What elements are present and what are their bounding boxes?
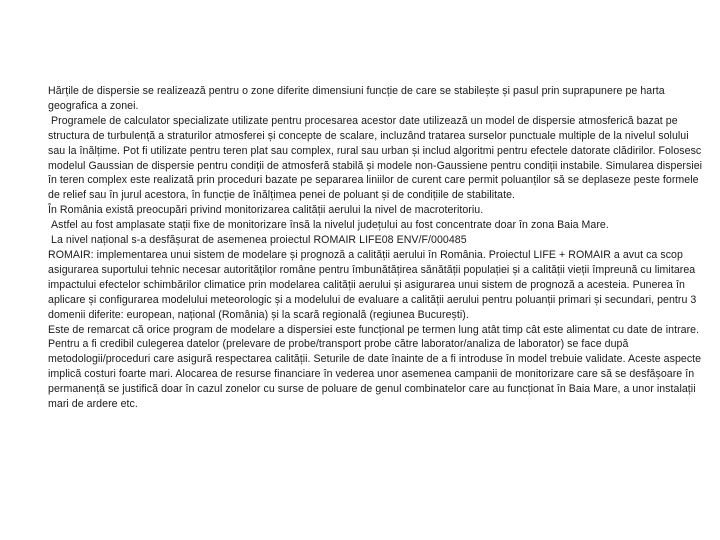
paragraph-software-models: Programele de calculator specializate utilizate pentru procesarea acestor date utilizează un model de dispersie atmosferică bazat pe structura de turbulență a straturilor atmosferei și concepte de scalare, incluzând tratarea surselor punctuale multiple de la nivelul solului sau la înălțime. Pot fi utilizate pentru teren plat sau complex, rural sau urban și includ algoritmi pentru efectele datorate clădirilor. Folosesc modelul Gaussian de dispersie pentru condiții de atmosferă stabilă și modele non-Gaussiene pentru condiții instabile. Simularea dispersiei în teren complex este realizată prin proceduri bazate pe separarea liniilor de curent care permit poluanților să se deplaseze peste formele de relief sau în jurul acestora, în funcție de înălțimea penei de poluant și de condițiile de stabilitate. <box>48 114 706 202</box>
text-block <box>48 84 704 412</box>
paragraph-modeling-costs: Este de remarcat că orice program de modelare a dispersiei este funcțional pe termen lung atât timp cât este alimentat cu date de intrare. Pentru a fi credibil culegerea datelor (prelevare de probe/transport probe către laborator/analiza de laborator) se face după metodologii/proceduri care asigură respectarea calității. Seturile de date înainte de a fi introduse în model trebuie validate. Aceste aspecte implică costuri foarte mari. Alocarea de resurse financiare în vederea unor asemenea campanii de monitorizare care să se desfășoare în permanență se justifică doar în cazul zonelor cu surse de poluare de genul combinatelor care au funcționat în Baia Mare, a unor instalații mari de ardere etc. <box>48 323 705 411</box>
paragraph-dispersion-maps: Hărțile de dispersie se realizează pentru o zone diferite dimensiuni funcție de care se stabilește și pasul prin suprapunere pe harta geografica a zonei. <box>48 85 668 112</box>
paragraph-romair-project: La nivel național s-a desfășurat de asemenea proiectul ROMAIR LIFE08 ENV/F/000485 <box>48 234 467 247</box>
paragraph-romair-description: ROMAIR: implementarea unui sistem de modelare și prognoză a calității aerului în România. Proiectul LIFE + ROMAIR a avut ca scop asigurarea suportului tehnic necesar autorităților române pentru îmbunătățirea sănătății populației și a calității vieții împreună cu limitarea impactului efectelor schimbărilor climatice prin modelarea calității aerului și asigurarea unui sistem de prognoză a acesteia. Punerea în aplicare și configurarea modelului meteorologic și a modelului de evaluare a calității aerului pentru poluanții primari și secundari, pentru 3 domenii diferite: european, național (România) și la scară regională (regiunea București). <box>48 248 700 321</box>
paragraph-fixed-stations: Astfel au fost amplasate stații fixe de monitorizare însă la nivelul județului au fost concentrate doar în zona Baia Mare. <box>48 219 609 232</box>
paragraph-romania-monitoring: În România există preocupări privind monitorizarea calității aerului la nivel de macroteritoriu. <box>48 204 484 217</box>
